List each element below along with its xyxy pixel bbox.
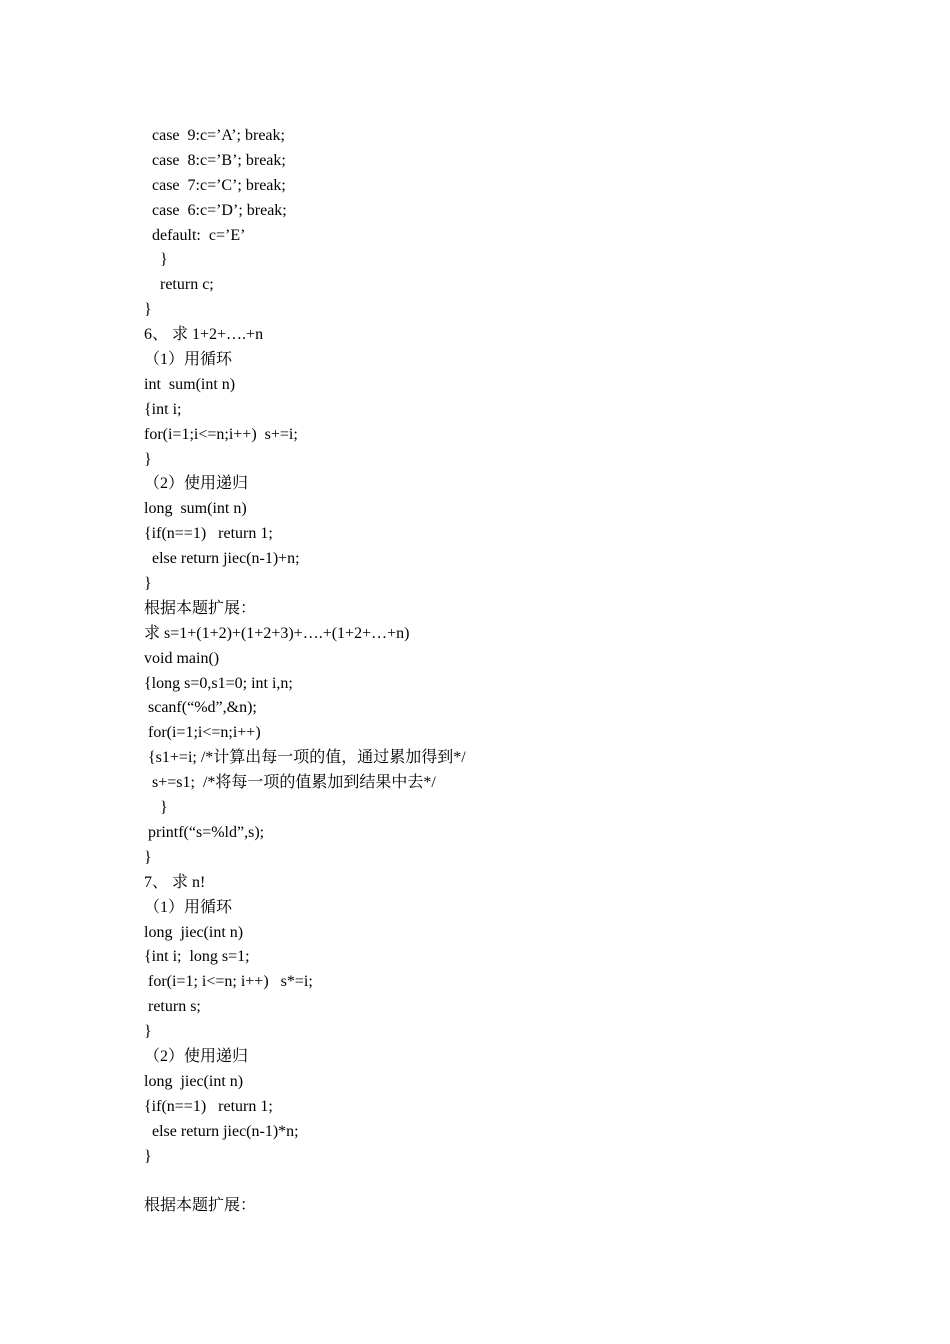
code-line: {int i; long s=1;: [144, 948, 250, 966]
subheading-recursion: （2）使用递归: [144, 1047, 249, 1065]
extension-heading: 根据本题扩展：: [144, 599, 257, 617]
code-line: }: [144, 301, 152, 319]
code-line: {if(n==1) return 1;: [144, 1097, 273, 1115]
code-line: }: [144, 848, 152, 866]
code-line: for(i=1;i<=n;i++) s+=i;: [144, 425, 298, 443]
code-line: }: [144, 575, 152, 593]
section-heading-6: 6、 求 1+2+….+n: [144, 326, 264, 344]
code-line: default: c=’E’: [144, 226, 246, 244]
document-page: [144, 124, 844, 1219]
code-line: s+=s1; /*将每一项的值累加到结果中去*/: [144, 774, 436, 792]
code-line: }: [144, 1023, 152, 1041]
code-line: else return jiec(n-1)*n;: [144, 1122, 299, 1140]
extension-heading: 根据本题扩展：: [144, 1197, 257, 1215]
code-line: return c;: [144, 276, 214, 294]
code-line: case 6:c=’D’; break;: [144, 201, 287, 219]
code-line: else return jiec(n-1)+n;: [144, 550, 300, 568]
code-line: return s;: [144, 998, 201, 1016]
code-line: case 7:c=’C’; break;: [144, 176, 286, 194]
section-heading-7: 7、 求 n!: [144, 873, 206, 891]
code-line: {int i;: [144, 400, 182, 418]
problem-statement: 求 s=1+(1+2)+(1+2+3)+….+(1+2+…+n): [144, 624, 410, 642]
code-line: }: [144, 799, 168, 817]
code-line: }: [144, 1147, 152, 1165]
code-line: case 9:c=’A’; break;: [144, 127, 285, 144]
code-line: long sum(int n): [144, 500, 247, 518]
code-line: {s1+=i; /*计算出每一项的值，通过累加得到*/: [144, 749, 466, 767]
code-line: }: [144, 251, 168, 269]
code-line: long jiec(int n): [144, 1072, 244, 1090]
code-line: for(i=1; i<=n; i++) s*=i;: [144, 973, 313, 991]
subheading-recursion: （2）使用递归: [144, 475, 249, 493]
subheading-loop: （1）用循环: [144, 898, 233, 916]
code-line: int sum(int n): [144, 375, 236, 393]
code-line: void main(): [144, 649, 220, 667]
blank-line: [144, 1169, 844, 1194]
code-line: long jiec(int n): [144, 923, 244, 941]
code-line: {if(n==1) return 1;: [144, 525, 273, 543]
subheading-loop: （1）用循环: [144, 351, 233, 369]
code-line: case 8:c=’B’; break;: [144, 151, 286, 169]
code-line: printf(“s=%ld”,s);: [144, 823, 265, 841]
code-line: scanf(“%d”,&n);: [144, 699, 257, 717]
code-line: {long s=0,s1=0; int i,n;: [144, 674, 293, 692]
code-line: for(i=1;i<=n;i++): [144, 724, 261, 742]
code-line: }: [144, 450, 152, 468]
